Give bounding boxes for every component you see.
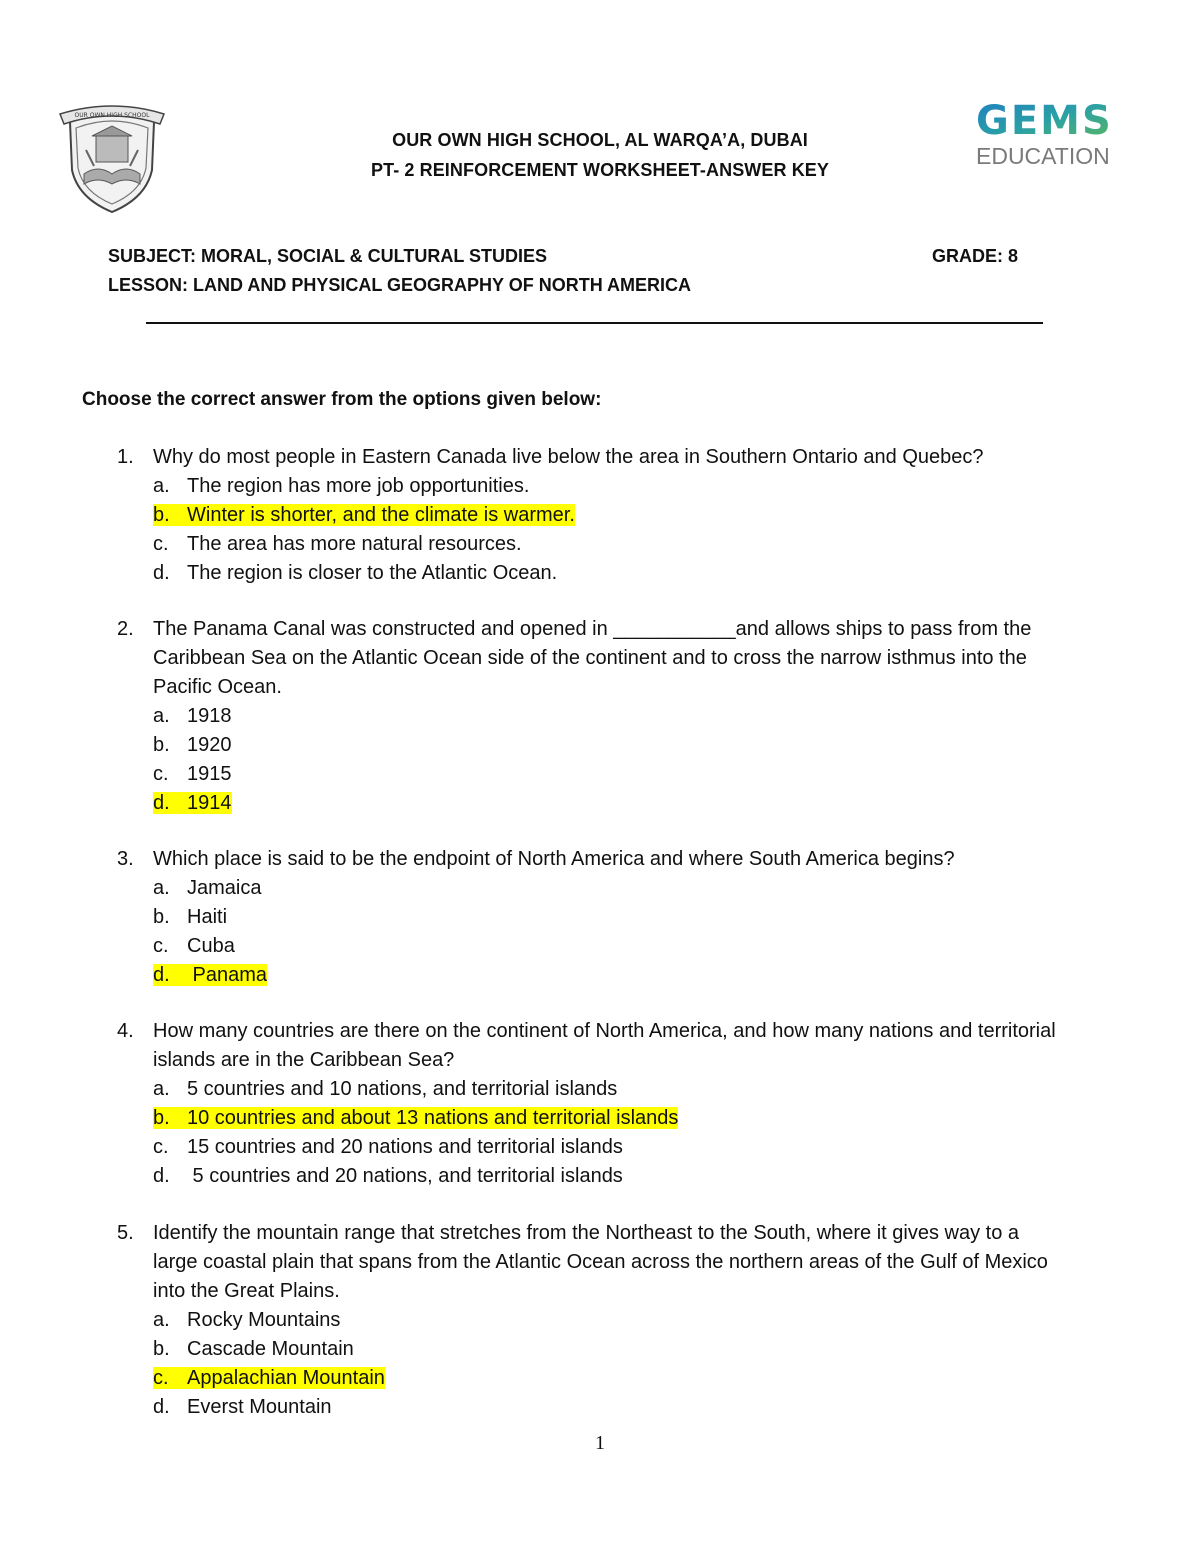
question-3 [117, 845, 1067, 990]
option-a: a. The region has more job opportunities. [153, 475, 530, 497]
question-number: 5. [117, 1222, 134, 1244]
subject-label: SUBJECT: MORAL, SOCIAL & CULTURAL STUDIES [108, 246, 548, 266]
question-text: Which place is said to be the endpoint of North America and where South America begins? [153, 848, 955, 870]
option-c: c. Cuba [153, 935, 235, 957]
instructions: Choose the correct answer from the options given below: [82, 389, 602, 410]
option-b-correct: b. 10 countries and about 13 nations and territorial islands [153, 1107, 679, 1129]
page-number: 1 [595, 1432, 605, 1454]
school-crest-logo [56, 100, 168, 215]
option-list [153, 874, 1067, 990]
option-list [153, 1075, 1067, 1191]
option-c: c. 15 countries and 20 nations and territorial islands [153, 1136, 623, 1158]
option-list [153, 472, 1067, 588]
question-number: 1. [117, 446, 134, 468]
svg-text:GEMS: GEMS [976, 98, 1113, 144]
option-list [153, 702, 1067, 818]
option-d: d. 5 countries and 20 nations, and territorial islands [153, 1165, 623, 1187]
school-name: OUR OWN HIGH SCHOOL, AL WARQA’A, DUBAI [392, 130, 808, 150]
school-crest-icon [56, 100, 168, 215]
option-b: b. Cascade Mountain [153, 1338, 354, 1360]
question-number: 4. [117, 1020, 134, 1042]
option-a: a. 5 countries and 10 nations, and territorial islands [153, 1078, 618, 1100]
lesson-label: LESSON: LAND AND PHYSICAL GEOGRAPHY OF NORTH AMERICA [108, 275, 692, 295]
question-text: How many countries are there on the continent of North America, and how many nations and territorial islands are in the Caribbean Sea? [153, 1020, 1056, 1071]
option-a: a. 1918 [153, 705, 232, 727]
option-d: d. The region is closer to the Atlantic Ocean. [153, 562, 558, 584]
worksheet-title: PT- 2 REINFORCEMENT WORKSHEET-ANSWER KEY [370, 160, 830, 180]
question-5 [117, 1219, 1067, 1422]
option-a: a. Jamaica [153, 877, 262, 899]
svg-text:EDUCATION: EDUCATION [976, 143, 1110, 169]
option-a: a. Rocky Mountains [153, 1309, 341, 1331]
question-number: 2. [117, 618, 134, 640]
grade-label: GRADE: 8 [932, 246, 1019, 266]
question-number: 3. [117, 848, 134, 870]
question-4 [117, 1017, 1067, 1191]
option-b-correct: b. Winter is shorter, and the climate is warmer. [153, 504, 575, 526]
question-text: Identify the mountain range that stretches from the Northeast to the South, where it gives way to a large coastal plain that spans from the Atlantic Ocean across the northern areas of the Gulf of Mexico into the Great Plains. [153, 1222, 1048, 1302]
option-b: b. 1920 [153, 734, 232, 756]
question-text: Why do most people in Eastern Canada live below the area in Southern Ontario and Quebec? [153, 446, 984, 468]
option-c-correct: c. Appalachian Mountain [153, 1367, 385, 1389]
option-c: c. The area has more natural resources. [153, 533, 522, 555]
option-b: b. Haiti [153, 906, 228, 928]
option-d-correct: d. Panama [153, 964, 268, 986]
header-divider [146, 322, 1043, 324]
option-list [153, 1306, 1067, 1422]
svg-text:OUR OWN HIGH SCHOOL: OUR OWN HIGH SCHOOL [74, 112, 150, 119]
option-c: c. 1915 [153, 763, 232, 785]
option-d: d. Everst Mountain [153, 1396, 332, 1418]
option-d-correct: d. 1914 [153, 792, 232, 814]
question-1 [117, 443, 1067, 588]
question-2 [117, 615, 1067, 818]
question-text: The Panama Canal was constructed and opened in ___________and allows ships to pass from the Caribbean Sea on the Atlantic Ocean side of the continent and to cross the narrow isthmus into the Pacific Ocean. [153, 618, 1032, 698]
